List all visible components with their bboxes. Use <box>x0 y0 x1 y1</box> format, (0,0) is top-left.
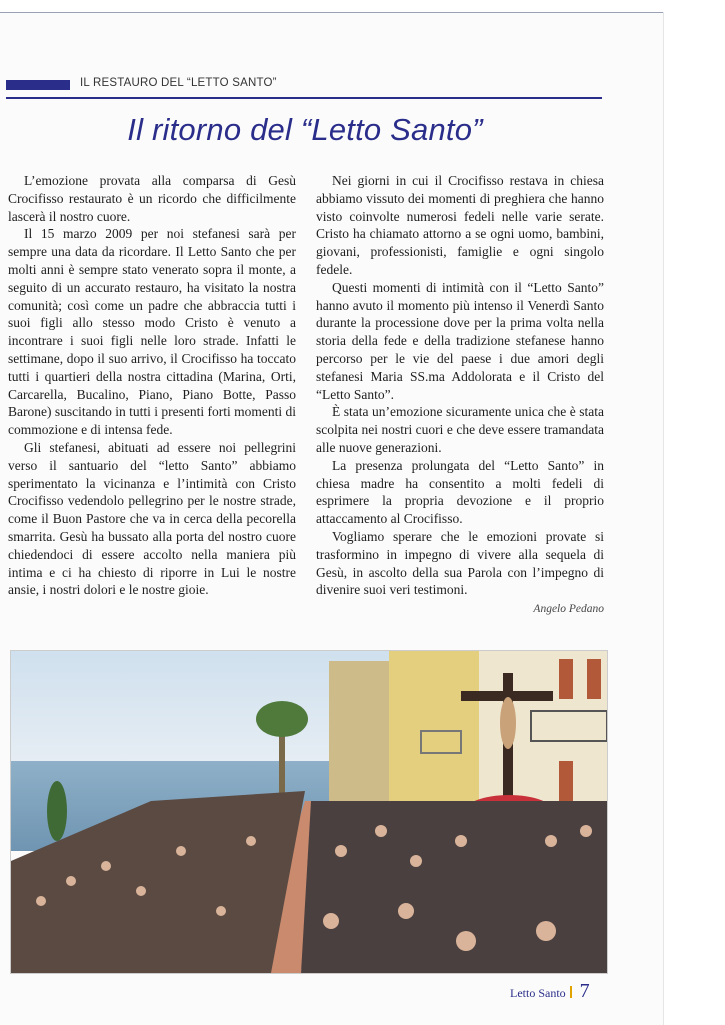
paragraph: Gli stefanesi, abituati ad essere noi pellegrini verso il santuario del “letto Santo” abbiamo sperimentato la vicinanza e l’intimità con Cristo Crocifisso vedendolo pellegrino per le nostre strade, come il Buon Pastore che va in cerca della pecorella smarrita. Gesù ha bussato alla porta del nostro cuore chiedendoci di essere accolto nella maniera più intima e ci ha chiesto di riporre in Lui le nostre ansie, i nostri dolori e le nostre gioie. <box>8 439 296 598</box>
article-title: Il ritorno del “Letto Santo” <box>127 112 483 147</box>
section-label: IL RESTAURO DEL “LETTO SANTO” <box>80 77 277 89</box>
crowd-face <box>410 855 422 867</box>
crowd-face <box>455 835 467 847</box>
crowd-face <box>246 836 256 846</box>
crowd-face <box>66 876 76 886</box>
crowd-face <box>323 913 339 929</box>
header-rule <box>6 97 602 99</box>
paragraph: Vogliamo sperare che le emozioni provate si trasformino in impegno di vivere alla sequela di Gesù, in ascolto della sua Parola con l’impegno di divenire suoi veri testimoni. <box>316 528 604 598</box>
paragraph: È stata un’emozione sicuramente unica che è stata scolpita nei nostri cuori e che deve essere tramandata alle nuove generazioni. <box>316 404 604 455</box>
crowd-face <box>335 845 347 857</box>
building-window <box>587 659 601 699</box>
crowd-face <box>580 825 592 837</box>
crowd-face <box>398 903 414 919</box>
building-window <box>559 659 573 699</box>
crowd-face <box>375 825 387 837</box>
crowd-face <box>101 861 111 871</box>
procession-photo <box>10 650 608 974</box>
crowd-face <box>36 896 46 906</box>
cypress-tree <box>47 781 67 841</box>
crucifix-figure <box>500 697 516 749</box>
crowd-face <box>136 886 146 896</box>
page-number: 7 <box>579 980 590 1002</box>
palm-crown <box>256 701 308 737</box>
article-column-right <box>316 172 604 619</box>
crowd-face <box>216 906 226 916</box>
building-window <box>559 761 573 801</box>
paragraph: La presenza prolungata del “Letto Santo” in chiesa madre ha consentito a molti fedeli di esprimere la propria devozione e il proprio attaccamento al Crocifisso. <box>316 457 604 527</box>
page-footer <box>510 980 590 1003</box>
crowd-face <box>536 921 556 941</box>
article-column-left <box>8 172 296 599</box>
crowd <box>301 801 607 973</box>
crowd-face <box>456 931 476 951</box>
magazine-name: Letto Santo <box>510 986 566 1000</box>
crowd-face <box>176 846 186 856</box>
paragraph: L’emozione provata alla comparsa di Gesù Crocifisso restaurato è un ricordo che difficilmente lascerà il nostro cuore. <box>8 173 296 224</box>
author-byline: Angelo Pedano <box>533 603 604 616</box>
footer-separator <box>570 986 572 998</box>
crowd-face <box>545 835 557 847</box>
paragraph: Questi momenti di intimità con il “Letto Santo” hanno avuto il momento più intenso il Venerdì Santo durante la processione dove per la prima volta nella storia della fede e della tradizione stefanese hanno percorso per le vie del paese i due amori degli stefanesi Maria SS.ma Addolorata e il Cristo del “Letto Santo”. <box>316 279 604 402</box>
section-color-bar <box>6 80 70 90</box>
paragraph: Il 15 marzo 2009 per noi stefanesi sarà per sempre una data da ricordare. Il Letto Santo che per molti anni è sempre stato venerato sopra il monte, a seguito di un accurato restauro, ha visitato la nostra comunità; così come un padre che abbraccia tutti i suoi figli allo stesso modo Cristo è venuto a incontrare i suoi figli nelle loro strade. Infatti le settimane, dopo il suo arrivo, il Crocifisso ha toccato tutti i quartieri della nostra cittadina (Marina, Orti, Carcarella, Bucalino, Piano, Piano Botte, Passo Barone) suscitando in tutti i presenti forti momenti di commozione e di intensa fede. <box>8 226 296 438</box>
paragraph: Nei giorni in cui il Crocifisso restava in chiesa abbiamo vissuto dei momenti di preghiera che hanno visto coinvolte numerosi fedeli nelle varie serate. Cristo ha chiamato attorno a se ogni uomo, bambini, giovani, professionisti, famiglie e ogni singolo fedele. <box>316 173 604 277</box>
